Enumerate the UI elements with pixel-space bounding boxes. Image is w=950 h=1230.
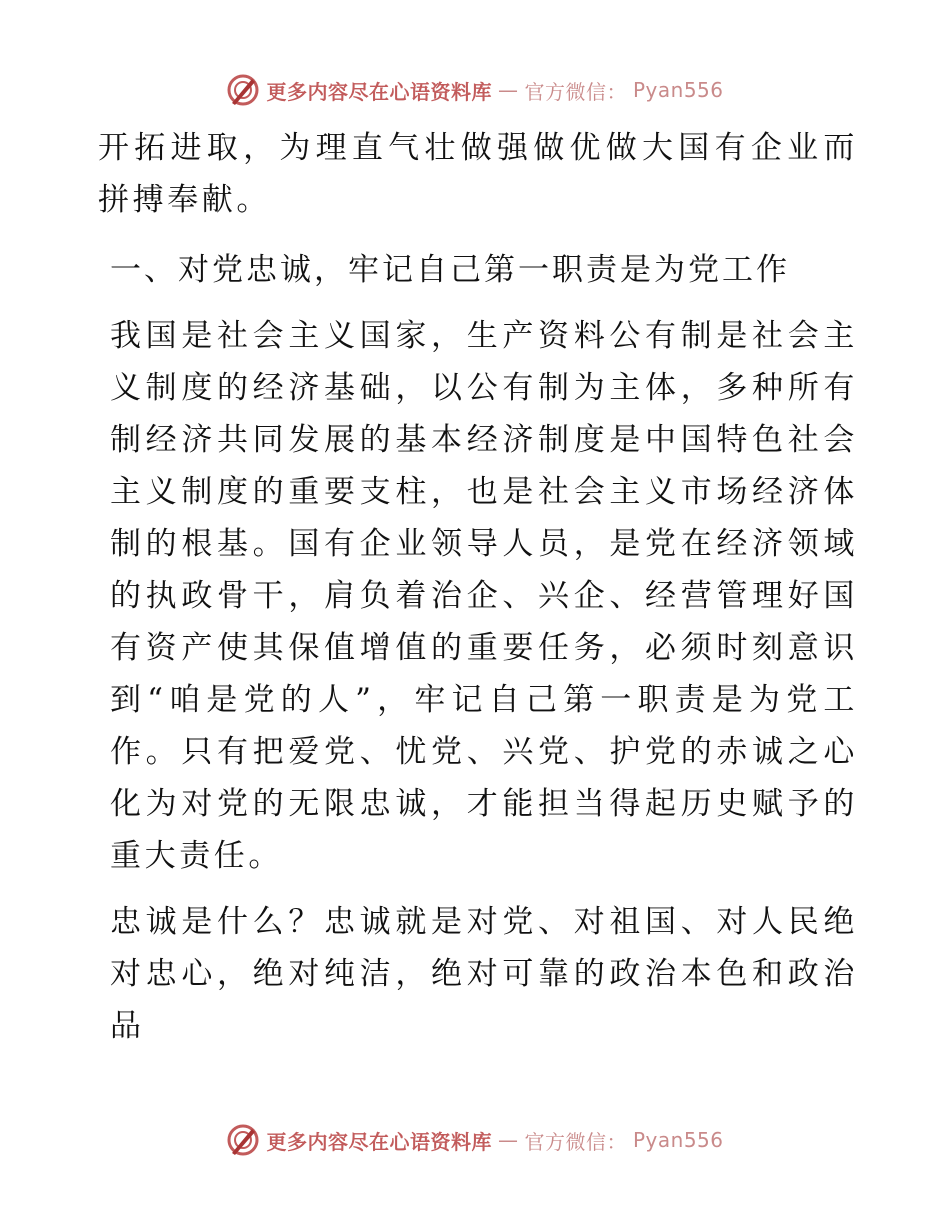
paragraph-loyalty: 忠诚是什么？忠诚就是对党、对祖国、对人民绝对忠心，绝对纯洁，绝对可靠的政治本色和政治品 [110,904,858,1044]
paragraph-opening: 开拓进取，为理直气壮做强做优做大国有企业而拼搏奉献。 [98,130,858,218]
pen-circle-logo-icon [226,1123,260,1157]
paragraph-main: 我国是社会主义国家，生产资料公有制是社会主义制度的经济基础，以公有制为主体，多种所有制经济共同发展的基本经济制度是中国特色社会主义制度的重要支柱，也是社会主义市场经济体制的根基。国有企业领导人员，是党在经济领域的执政骨干，肩负着治企、兴企、经营管理好国有资产使其保值增值的重要任务，必须时刻意识到“咱是党的人”，牢记自己第一职责是为党工作。只有把爱党、忧党、兴党、护党的赤诚之心化为对党的无限忠诚，才能担当得起历史赋予的重大责任。 [110,318,858,874]
document-body [98,122,858,1052]
watermark-wechat-id: Pyan556 [632,78,724,102]
watermark-dash: — [497,1128,519,1152]
section-heading: 一、对党忠诚，牢记自己第一职责是为党工作 [110,252,790,288]
footer-watermark [0,1120,950,1160]
watermark-main-text: 更多内容尽在心语资料库 [266,1129,492,1154]
pen-circle-logo-icon [226,73,260,107]
watermark-sub-text: 官方微信： [524,79,627,104]
watermark-wechat-id: Pyan556 [632,1128,724,1152]
header-watermark [0,70,950,110]
watermark-main-text: 更多内容尽在心语资料库 [266,79,492,104]
watermark-dash: — [497,78,519,102]
watermark-sub-text: 官方微信： [524,1129,627,1154]
